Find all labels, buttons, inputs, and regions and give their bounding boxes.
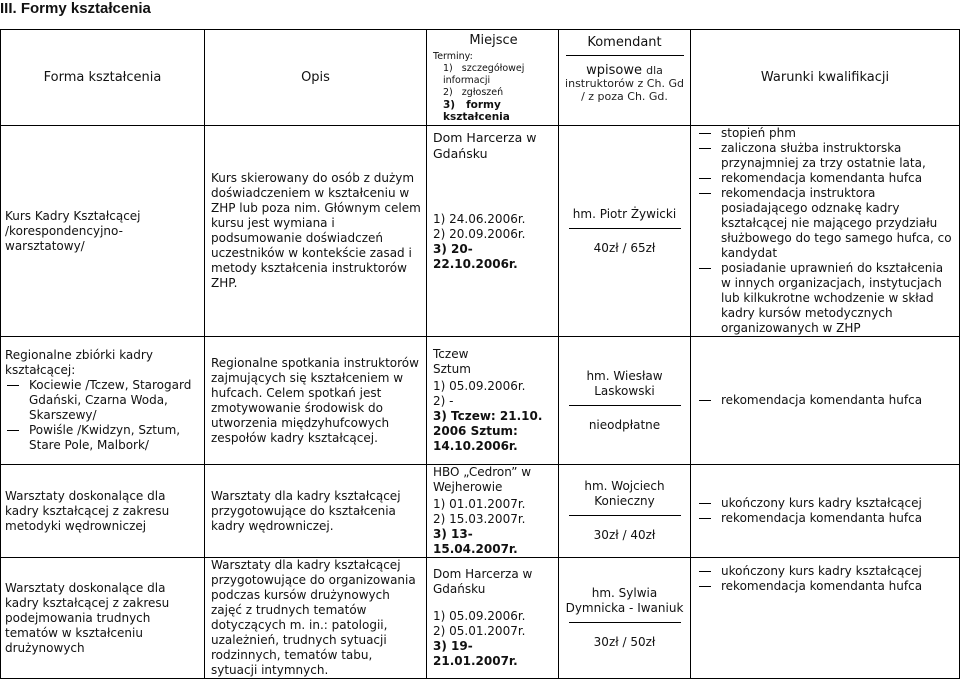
termin-item: 3) 13-15.04.2007r. [433, 527, 518, 556]
header-wpisowe-note: dla instruktorów z Ch. Gd / z poza Ch. Gd. [565, 64, 684, 103]
termin-item: 1) 05.09.2006r. [433, 609, 526, 623]
miejsce-name: HBO „Cedron” w Wejherowie [433, 465, 532, 494]
miejsce-cell [427, 558, 559, 679]
miejsce-name: Tczew Sztum [433, 347, 471, 376]
komendant-cell [559, 558, 691, 679]
wpisowe-value: nieodpłatne [588, 417, 661, 432]
warunek-item: ukończony kurs kadry kształcącej [697, 496, 955, 511]
opis-cell: Warsztaty dla kadry kształcącej przygotowujące do organizowania podczas kursów drużynowych zajęć z trudnych tematów dotyczących m. in.: patologii, uzależnień, trudnych sytuacji rodzinnych, tematów tabu, sytuacji intymnych. [205, 558, 427, 679]
header-warunki: Warunki kwalifikacji [691, 30, 960, 126]
header-forma: Forma kształcenia [1, 30, 205, 126]
forma-item: Powiśle /Kwidzyn, Sztum, Stare Pole, Malbork/ [5, 423, 200, 453]
komendant-name: hm. Wiesław Laskowski [586, 368, 663, 398]
warunek-item: posiadanie uprawnień do kształcenia w innych organizacjach, instytucjach lub kilkukrotne wchodzenie w skład kadry kursów metodycznych organizowanych w ZHP [697, 261, 955, 336]
warunki-cell [691, 126, 960, 337]
termin-item: 3) Tczew: 21.10. 2006 Sztum: 14.10.2006r. [433, 409, 543, 453]
header-miejsce-title: Miejsce [469, 33, 518, 48]
wpisowe-value: 40zł / 65zł [593, 240, 656, 255]
forma-cell: Warsztaty doskonalące dla kadry kształcącej z zakresu podejmowania trudnych tematów w kształceniu drużynowych [1, 558, 205, 679]
wpisowe-value: 30zł / 40zł [593, 528, 656, 542]
komendant-cell [559, 126, 691, 337]
termin-item: 1) 01.01.2007r. [433, 497, 526, 511]
miejsce-name: Dom Harcerza w Gdańsku [433, 130, 537, 161]
header-komendant [559, 30, 691, 126]
komendant-rule [569, 515, 681, 516]
table-row [1, 558, 960, 679]
header-wpisowe: wpisowe [586, 63, 642, 78]
termin-item: 2) - [433, 394, 454, 408]
komendant-name: hm. Sylwia Dymnicka - Iwaniuk [565, 586, 684, 615]
forms-table [0, 29, 960, 679]
forma-lead: Regionalne zbiórki kadry kształcącej: [5, 348, 153, 377]
termin-item: 2) 20.09.2006r. [433, 227, 526, 241]
warunek-item: rekomendacja komendanta hufca [697, 171, 955, 186]
warunek-item: ukończony kurs kadry kształcącej [697, 564, 955, 579]
warunki-cell [691, 465, 960, 558]
komendant-cell [559, 465, 691, 558]
forma-cell [1, 337, 205, 465]
header-row [1, 30, 960, 126]
komendant-name: hm. Wojciech Konieczny [584, 479, 665, 508]
header-miejsce [427, 30, 559, 126]
komendant-rule [569, 622, 681, 623]
warunek-item: zaliczona służba instruktorska przynajmniej za trzy ostatnie lata, [697, 141, 955, 171]
miejsce-cell [427, 465, 559, 558]
termin-item: 1) 24.06.2006r. [433, 212, 526, 226]
header-terminy-item: 2) zgłoszeń [443, 87, 504, 98]
komendant-rule [569, 405, 681, 406]
table-row [1, 465, 960, 558]
termin-item: 2) 15.03.2007r. [433, 512, 526, 526]
header-komendant-title: Komendant [587, 35, 662, 50]
opis-cell: Regionalne spotkania instruktorów zajmujących się kształceniem w hufcach. Celem spotkań jest zmotywowanie środowisk do utworzenia międzyhufcowych zespołów kadry kształcącej. [205, 337, 427, 465]
warunek-item: rekomendacja komendanta hufca [697, 579, 955, 594]
forma-cell: Kurs Kadry Kształcącej /korespondencyjno-warsztatowy/ [1, 126, 205, 337]
page-title: III. Formy kształcenia [0, 0, 151, 17]
termin-item: 3) 20-22.10.2006r. [433, 242, 518, 271]
warunek-item: rekomendacja instruktora posiadającego odznakę kadry kształcącej nie mającego przydziału służbowego do tego samego hufca, co kandydat [697, 186, 955, 261]
termin-item: 2) 05.01.2007r. [433, 624, 526, 638]
miejsce-cell [427, 126, 559, 337]
header-terminy-item: 3) formy kształcenia [443, 99, 510, 123]
opis-cell: Kurs skierowany do osób z dużym doświadczeniem w kształceniu w ZHP lub poza nim. Głównym celem kursu jest wymiana i podsumowanie doświadczeń uczestników w kontekście zasad i metody kształcenia instruktorów ZHP. [205, 126, 427, 337]
header-terminy-item: 1) szczegółowej informacji [443, 63, 525, 86]
warunki-cell [691, 558, 960, 679]
table-row [1, 126, 960, 337]
wpisowe-value: 30zł / 50zł [593, 635, 656, 649]
termin-item: 3) 19-21.01.2007r. [433, 639, 518, 668]
opis-cell: Warsztaty dla kadry kształcącej przygotowujące do kształcenia kadry wędrowniczej. [205, 465, 427, 558]
forma-cell: Warsztaty doskonalące dla kadry kształcącej z zakresu metodyki wędrowniczej [1, 465, 205, 558]
table-row [1, 337, 960, 465]
warunki-cell [691, 337, 960, 465]
komendant-rule [569, 228, 681, 229]
komendant-cell [559, 337, 691, 465]
warunek-item: rekomendacja komendanta hufca [697, 511, 955, 526]
komendant-name: hm. Piotr Żywicki [572, 206, 677, 221]
warunek-item: stopień phm [697, 126, 955, 141]
header-opis: Opis [205, 30, 427, 126]
header-terminy: Terminy: [433, 51, 473, 62]
warunek-item: rekomendacja komendanta hufca [697, 393, 955, 408]
miejsce-cell [427, 337, 559, 465]
miejsce-name: Dom Harcerza w Gdańsku [433, 567, 533, 596]
forma-item: Kociewie /Tczew, Starogard Gdański, Czarna Woda, Skarszewy/ [5, 378, 200, 423]
termin-item: 1) 05.09.2006r. [433, 379, 526, 393]
header-komendant-rule [566, 55, 684, 56]
